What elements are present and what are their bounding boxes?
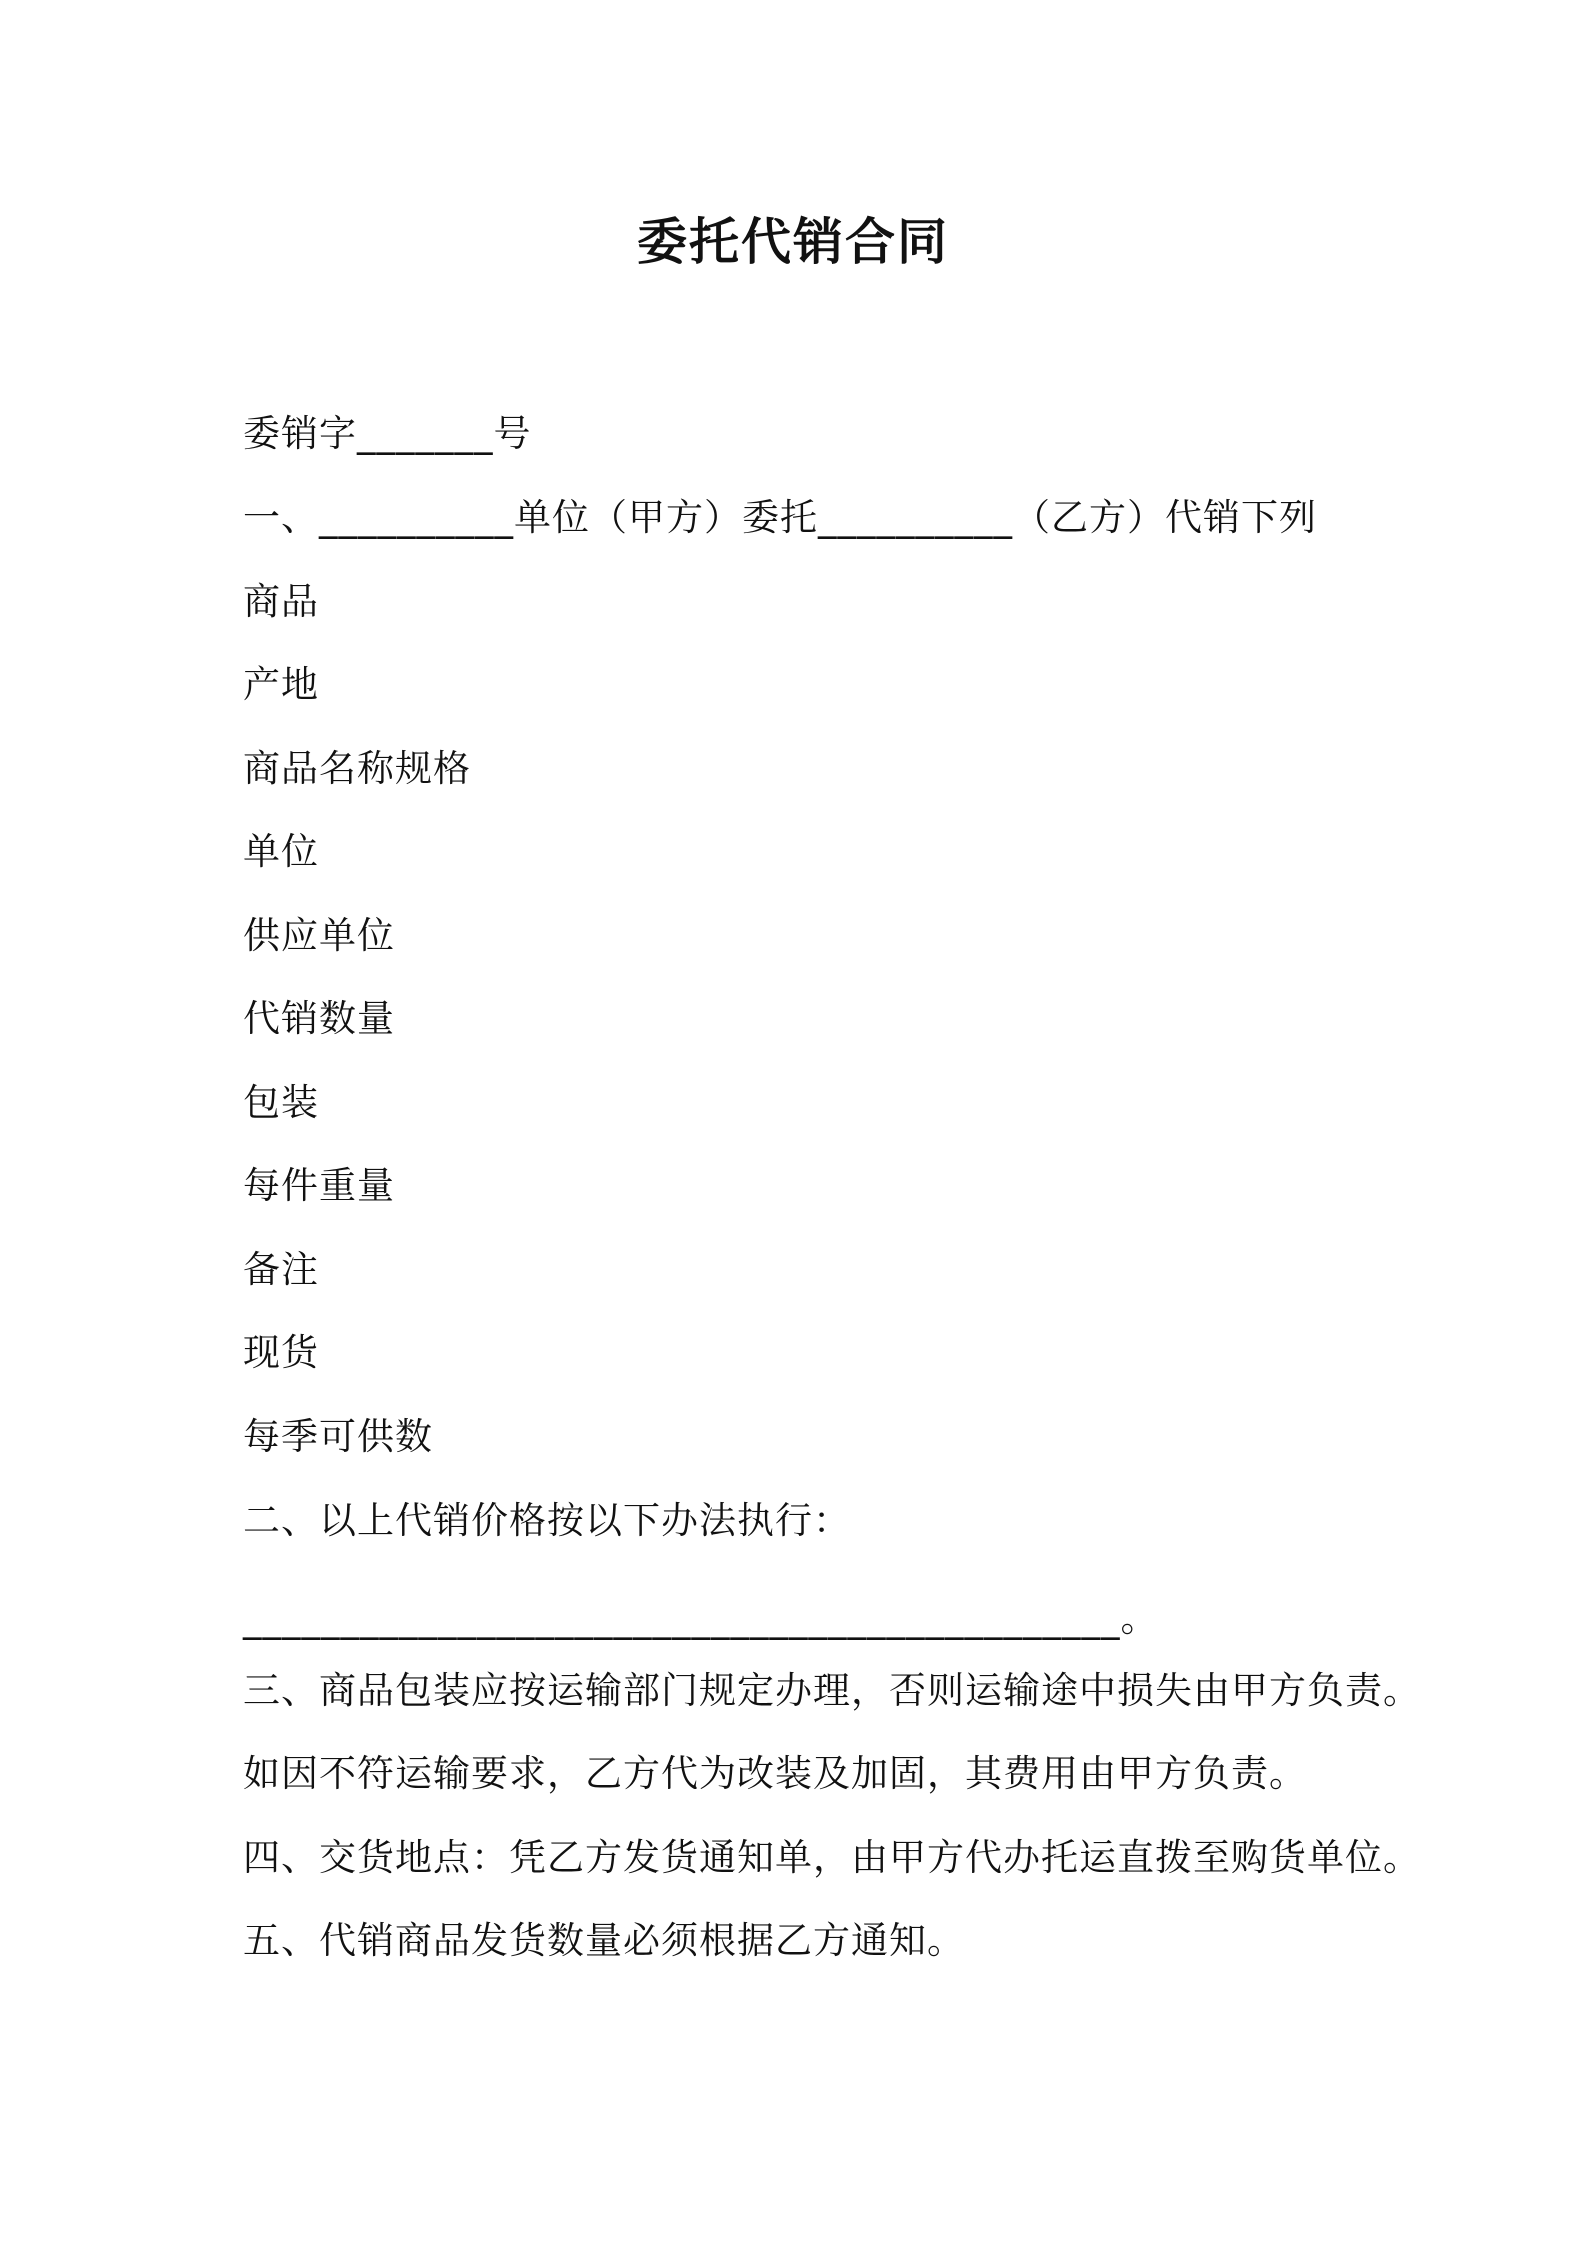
- clause-2-blank: _____________________________________________。: [243, 1597, 1159, 1640]
- clause-5: 五、代销商品发货数量必须根据乙方通知。: [243, 1919, 965, 1962]
- clause-3-cont: 如因不符运输要求，乙方代为改装及加固，其费用由甲方负责。: [243, 1752, 1307, 1795]
- item-packaging: 包装: [243, 1081, 319, 1124]
- clause-1: 一、__________单位（甲方）委托__________（乙方）代销下列: [243, 496, 1317, 539]
- item-remarks: 备注: [243, 1248, 319, 1291]
- item-origin: 产地: [243, 663, 319, 706]
- item-name-spec: 商品名称规格: [243, 747, 471, 790]
- item-supplier: 供应单位: [243, 914, 395, 957]
- clause-2: 二、以上代销价格按以下办法执行：: [243, 1499, 851, 1542]
- item-in-stock: 现货: [243, 1331, 319, 1374]
- document-title: 委托代销合同: [637, 213, 949, 271]
- item-product: 商品: [243, 580, 319, 623]
- contract-number: 委销字_______号: [243, 412, 532, 455]
- item-weight: 每件重量: [243, 1164, 395, 1207]
- item-quantity: 代销数量: [243, 997, 395, 1040]
- clause-3: 三、商品包装应按运输部门规定办理，否则运输途中损失由甲方负责。: [243, 1669, 1421, 1712]
- clause-4: 四、交货地点：凭乙方发货通知单，由甲方代办托运直拨至购货单位。: [243, 1836, 1421, 1879]
- item-seasonal-supply: 每季可供数: [243, 1415, 433, 1458]
- item-unit: 单位: [243, 830, 319, 873]
